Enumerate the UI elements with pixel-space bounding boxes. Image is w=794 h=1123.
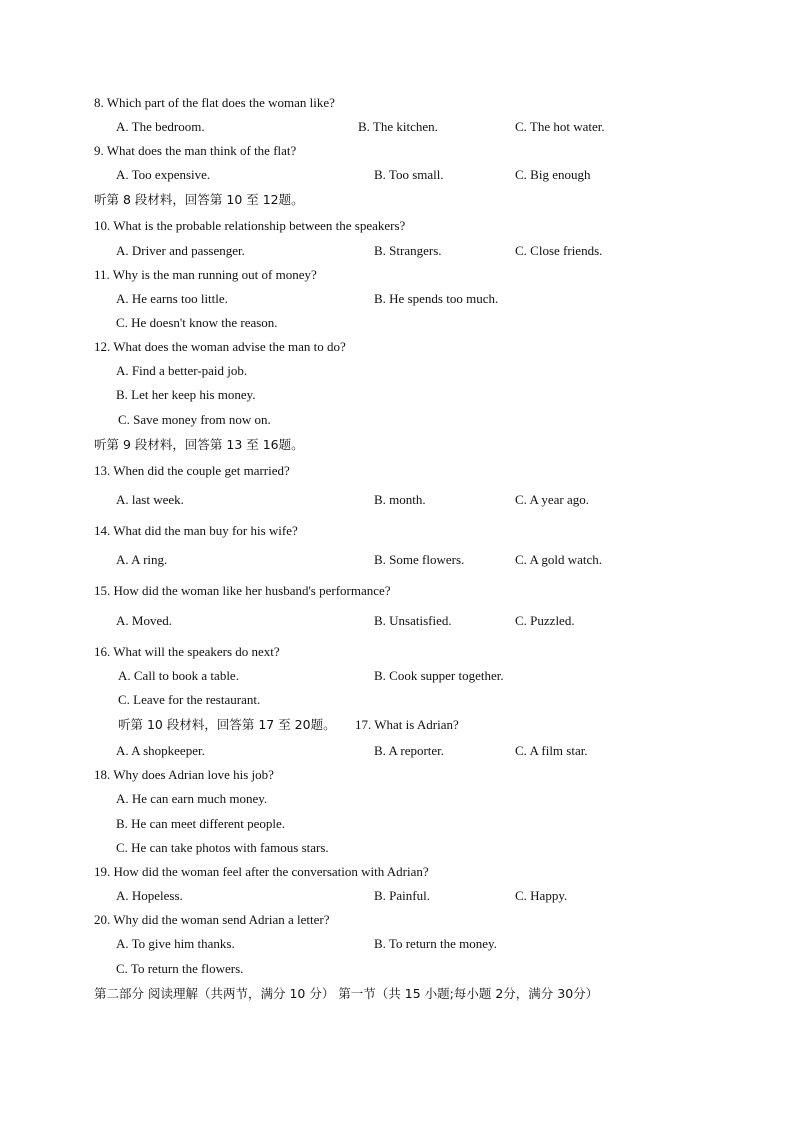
question-8-option-b: B. The kitchen.	[358, 119, 438, 134]
question-16-stem: 16. What will the speakers do next?	[94, 644, 280, 659]
question-14-option-a: A. A ring.	[116, 552, 168, 567]
question-20-option-c: C. To return the flowers.	[116, 961, 244, 976]
question-8-option-a: A. The bedroom.	[116, 119, 205, 134]
question-15-option-a: A. Moved.	[116, 613, 172, 628]
question-17-option-b: B. A reporter.	[374, 743, 445, 758]
section-9-header: 听第 9 段材料，回答第 13 至 16题。	[94, 437, 304, 452]
question-9-stem: 9. What does the man think of the flat?	[94, 143, 297, 158]
question-12-option-b: B. Let her keep his money.	[116, 387, 256, 402]
question-10-stem: 10. What is the probable relationship between the speakers?	[94, 218, 406, 233]
question-16-option-b: B. Cook supper together.	[374, 668, 504, 683]
question-20-option-b: B. To return the money.	[374, 936, 497, 951]
question-17-option-c: C. A film star.	[515, 743, 588, 758]
question-18-option-c: C. He can take photos with famous stars.	[116, 840, 329, 855]
question-15-option-b: B. Unsatisfied.	[374, 613, 452, 628]
question-12-option-a: A. Find a better-paid job.	[116, 363, 248, 378]
question-11-option-a: A. He earns too little.	[116, 291, 228, 306]
question-11-option-c: C. He doesn't know the reason.	[116, 315, 278, 330]
question-13-option-b: B. month.	[374, 492, 426, 507]
question-19-stem: 19. How did the woman feel after the conversation with Adrian?	[94, 864, 429, 879]
question-14-option-c: C. A gold watch.	[515, 552, 603, 567]
section-8-header: 听第 8 段材料，回答第 10 至 12题。	[94, 192, 304, 207]
question-15-stem: 15. How did the woman like her husband's performance?	[94, 583, 391, 598]
question-16-option-c: C. Leave for the restaurant.	[118, 692, 261, 707]
question-9-option-a: A. Too expensive.	[116, 167, 211, 182]
question-9-option-c: C. Big enough	[515, 167, 591, 182]
question-8-option-c: C. The hot water.	[515, 119, 605, 134]
question-13-stem: 13. When did the couple get married?	[94, 463, 290, 478]
question-14-stem: 14. What did the man buy for his wife?	[94, 523, 298, 538]
question-12-stem: 12. What does the woman advise the man to do?	[94, 339, 346, 354]
question-18-option-a: A. He can earn much money.	[116, 791, 268, 806]
question-10-option-c: C. Close friends.	[515, 243, 603, 258]
question-17-option-a: A. A shopkeeper.	[116, 743, 205, 758]
question-13-option-c: C. A year ago.	[515, 492, 590, 507]
question-13-option-a: A. last week.	[116, 492, 184, 507]
question-11-option-b: B. He spends too much.	[374, 291, 499, 306]
question-8-stem: 8. Which part of the flat does the woman like?	[94, 95, 335, 110]
question-20-stem: 20. Why did the woman send Adrian a letter?	[94, 912, 330, 927]
question-20-option-a: A. To give him thanks.	[116, 936, 235, 951]
question-10-option-a: A. Driver and passenger.	[116, 243, 245, 258]
question-10-option-b: B. Strangers.	[374, 243, 442, 258]
question-14-option-b: B. Some flowers.	[374, 552, 465, 567]
question-17-stem: 17. What is Adrian?	[355, 717, 459, 732]
question-18-stem: 18. Why does Adrian love his job?	[94, 767, 274, 782]
question-18-option-b: B. He can meet different people.	[116, 816, 286, 831]
question-19-option-a: A. Hopeless.	[116, 888, 183, 903]
question-11-stem: 11. Why is the man running out of money?	[94, 267, 317, 282]
question-9-option-b: B. Too small.	[374, 167, 444, 182]
part-two-heading: 第二部分 阅读理解（共两节，满分 10 分） 第一节（共 15 小题;每小题 2分，满分 30分）	[94, 986, 599, 1001]
question-16-option-a: A. Call to book a table.	[118, 668, 239, 683]
question-19-option-c: C. Happy.	[515, 888, 568, 903]
section-10-header: 听第 10 段材料，回答第 17 至 20题。	[118, 717, 336, 732]
question-15-option-c: C. Puzzled.	[515, 613, 575, 628]
question-19-option-b: B. Painful.	[374, 888, 430, 903]
question-12-option-c: C. Save money from now on.	[118, 412, 271, 427]
